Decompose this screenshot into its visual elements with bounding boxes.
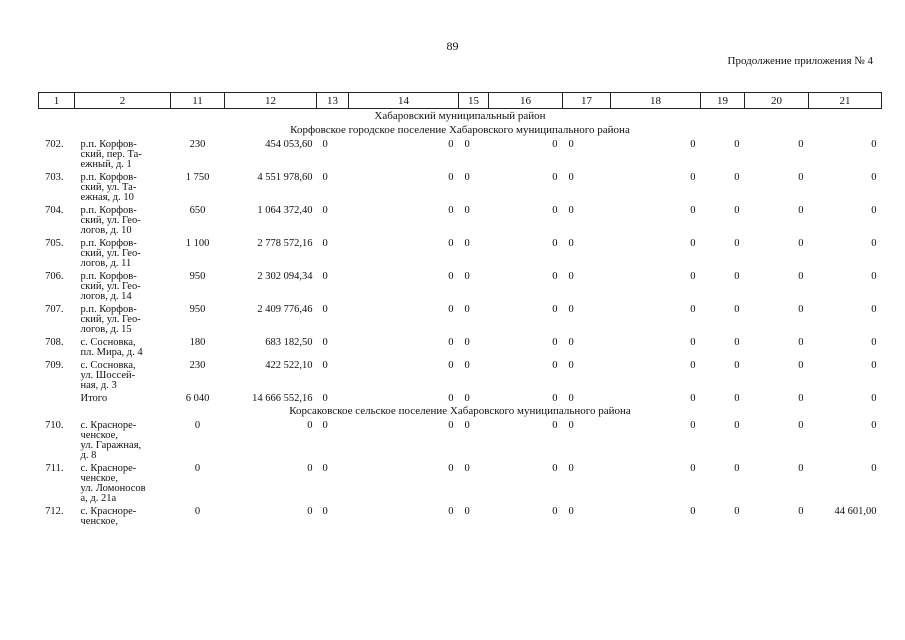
value-cell-c16: 0 xyxy=(552,337,558,348)
total-row xyxy=(39,391,882,404)
value-cell-c19: 0 xyxy=(734,506,740,517)
value-cell-c18: 0 xyxy=(690,304,696,315)
row-number: 710. xyxy=(45,420,64,431)
value-cell-c14: 0 xyxy=(448,420,454,431)
value-cell-c17: 0 xyxy=(568,360,574,371)
value-cell-c16: 0 xyxy=(552,393,558,404)
continuation-label: Продолжение приложения № 4 xyxy=(727,55,873,67)
value-cell-c18: 0 xyxy=(690,360,696,371)
value-cell-c13: 0 xyxy=(322,393,328,404)
value-cell-c17: 0 xyxy=(568,271,574,282)
value-cell-c14: 0 xyxy=(448,205,454,216)
value-cell-c11: 1 100 xyxy=(185,238,210,249)
value-cell-c15: 0 xyxy=(464,139,470,150)
value-cell-c12: 0 xyxy=(307,420,313,431)
address-cell: р.п. Корфов- ский, ул. Гео- логов, д. 14 xyxy=(80,271,141,302)
value-cell-c16: 0 xyxy=(552,463,558,474)
header-cell: 17 xyxy=(563,93,611,109)
header-cell: 1 xyxy=(39,93,75,109)
value-cell-c21: 44 601,00 xyxy=(834,506,877,517)
value-cell-c18: 0 xyxy=(690,420,696,431)
address-cell: р.п. Корфов- ский, пер. Та- ежный, д. 1 xyxy=(80,139,142,170)
value-cell-c20: 0 xyxy=(798,304,804,315)
table-row xyxy=(39,335,882,358)
value-cell-c12: 683 182,50 xyxy=(265,337,313,348)
value-cell-c18: 0 xyxy=(690,172,696,183)
value-cell-c12: 0 xyxy=(307,506,313,517)
value-cell-c15: 0 xyxy=(464,205,470,216)
value-cell-c20: 0 xyxy=(798,205,804,216)
section-heading-korsakovskoe: Корсаковское сельское поселение Хабаровского муниципального района xyxy=(289,405,631,417)
value-cell-c20: 0 xyxy=(798,506,804,517)
row-number: 702. xyxy=(45,139,64,150)
value-cell-c16: 0 xyxy=(552,506,558,517)
value-cell-c11: 6 040 xyxy=(185,393,210,404)
address-cell: с. Сосновка, пл. Мира, д. 4 xyxy=(80,337,143,358)
header-cell: 2 xyxy=(75,93,171,109)
value-cell-c11: 0 xyxy=(194,420,201,431)
value-cell-c14: 0 xyxy=(448,304,454,315)
header-cell: 18 xyxy=(611,93,701,109)
value-cell-c11: 230 xyxy=(189,139,206,150)
value-cell-c13: 0 xyxy=(322,271,328,282)
header-cell: 20 xyxy=(745,93,809,109)
value-cell-c20: 0 xyxy=(798,337,804,348)
value-cell-c19: 0 xyxy=(734,463,740,474)
value-cell-c14: 0 xyxy=(448,463,454,474)
row-number: 708. xyxy=(45,337,64,348)
value-cell-c12: 2 778 572,16 xyxy=(257,238,313,249)
value-cell-c15: 0 xyxy=(464,393,470,404)
table-row xyxy=(39,203,882,236)
value-cell-c16: 0 xyxy=(552,238,558,249)
value-cell-c20: 0 xyxy=(798,360,804,371)
value-cell-c17: 0 xyxy=(568,172,574,183)
value-cell-c16: 0 xyxy=(552,271,558,282)
value-cell-c12: 0 xyxy=(307,463,313,474)
value-cell-c16: 0 xyxy=(552,205,558,216)
row-number: 703. xyxy=(45,172,64,183)
value-cell-c21: 0 xyxy=(871,463,877,474)
value-cell-c17: 0 xyxy=(568,139,574,150)
address-cell: р.п. Корфов- ский, ул. Гео- логов, д. 11 xyxy=(80,238,141,269)
value-cell-c16: 0 xyxy=(552,172,558,183)
value-cell-c12: 454 053,60 xyxy=(265,139,313,150)
row-number: 707. xyxy=(45,304,64,315)
value-cell-c21: 0 xyxy=(871,393,877,404)
value-cell-c17: 0 xyxy=(568,205,574,216)
address-cell: с. Красноре- ченское, ул. Гаражная, д. 8 xyxy=(80,420,142,461)
value-cell-c14: 0 xyxy=(448,393,454,404)
value-cell-c13: 0 xyxy=(322,506,328,517)
table-row xyxy=(39,302,882,335)
value-cell-c19: 0 xyxy=(734,304,740,315)
value-cell-c11: 950 xyxy=(189,304,206,315)
value-cell-c17: 0 xyxy=(568,238,574,249)
table-row xyxy=(39,461,882,504)
value-cell-c19: 0 xyxy=(734,205,740,216)
address-cell: с. Сосновка, ул. Шоссей- ная, д. 3 xyxy=(80,360,136,391)
header-cell: 21 xyxy=(809,93,882,109)
value-cell-c15: 0 xyxy=(464,304,470,315)
page-number: 89 xyxy=(446,39,459,53)
value-cell-c19: 0 xyxy=(734,139,740,150)
header-cell: 12 xyxy=(225,93,317,109)
value-cell-c18: 0 xyxy=(690,393,696,404)
value-cell-c16: 0 xyxy=(552,360,558,371)
value-cell-c16: 0 xyxy=(552,304,558,315)
value-cell-c21: 0 xyxy=(871,271,877,282)
budget-table xyxy=(38,92,882,527)
value-cell-c11: 180 xyxy=(189,337,206,348)
value-cell-c15: 0 xyxy=(464,271,470,282)
value-cell-c12: 2 409 776,46 xyxy=(257,304,313,315)
value-cell-c19: 0 xyxy=(734,172,740,183)
value-cell-c18: 0 xyxy=(690,139,696,150)
value-cell-c17: 0 xyxy=(568,463,574,474)
value-cell-c20: 0 xyxy=(798,463,804,474)
row-number: 704. xyxy=(45,205,64,216)
value-cell-c19: 0 xyxy=(734,420,740,431)
value-cell-c18: 0 xyxy=(690,463,696,474)
value-cell-c17: 0 xyxy=(568,506,574,517)
table-row xyxy=(39,504,882,527)
table-row xyxy=(39,137,882,170)
value-cell-c18: 0 xyxy=(690,337,696,348)
value-cell-c13: 0 xyxy=(322,337,328,348)
value-cell-c13: 0 xyxy=(322,238,328,249)
address-cell: р.п. Корфов- ский, ул. Та- ежная, д. 10 xyxy=(80,172,137,203)
header-cell: 13 xyxy=(317,93,349,109)
value-cell-c21: 0 xyxy=(871,238,877,249)
header-cell: 19 xyxy=(701,93,745,109)
value-cell-c21: 0 xyxy=(871,205,877,216)
table-row xyxy=(39,358,882,391)
table-row xyxy=(39,236,882,269)
value-cell-c20: 0 xyxy=(798,139,804,150)
value-cell-c21: 0 xyxy=(871,360,877,371)
value-cell-c21: 0 xyxy=(871,420,877,431)
value-cell-c14: 0 xyxy=(448,238,454,249)
value-cell-c14: 0 xyxy=(448,139,454,150)
value-cell-c13: 0 xyxy=(322,172,328,183)
value-cell-c15: 0 xyxy=(464,360,470,371)
value-cell-c14: 0 xyxy=(448,337,454,348)
value-cell-c20: 0 xyxy=(798,420,804,431)
table-row xyxy=(39,170,882,203)
value-cell-c18: 0 xyxy=(690,205,696,216)
value-cell-c11: 0 xyxy=(194,463,201,474)
row-number: 712. xyxy=(45,506,64,517)
value-cell-c15: 0 xyxy=(464,463,470,474)
row-number xyxy=(39,391,75,404)
address-cell: с. Красноре- ченское, xyxy=(80,506,137,527)
value-cell-c18: 0 xyxy=(690,271,696,282)
section-heading-district: Хабаровский муниципальный район xyxy=(374,110,546,122)
value-cell-c12: 1 064 372,40 xyxy=(257,205,313,216)
value-cell-c12: 2 302 094,34 xyxy=(257,271,313,282)
value-cell-c15: 0 xyxy=(464,172,470,183)
header-row xyxy=(39,93,882,109)
value-cell-c21: 0 xyxy=(871,172,877,183)
value-cell-c21: 0 xyxy=(871,304,877,315)
table-row xyxy=(39,418,882,461)
value-cell-c14: 0 xyxy=(448,506,454,517)
value-cell-c14: 0 xyxy=(448,172,454,183)
header-cell: 11 xyxy=(171,93,225,109)
value-cell-c16: 0 xyxy=(552,139,558,150)
value-cell-c15: 0 xyxy=(464,506,470,517)
value-cell-c13: 0 xyxy=(322,360,328,371)
value-cell-c19: 0 xyxy=(734,393,740,404)
value-cell-c20: 0 xyxy=(798,238,804,249)
value-cell-c14: 0 xyxy=(448,271,454,282)
value-cell-c17: 0 xyxy=(568,337,574,348)
header-cell: 16 xyxy=(489,93,563,109)
value-cell-c18: 0 xyxy=(690,238,696,249)
header-cell: 15 xyxy=(459,93,489,109)
value-cell-c18: 0 xyxy=(690,506,696,517)
value-cell-c20: 0 xyxy=(798,393,804,404)
row-number: 709. xyxy=(45,360,64,371)
value-cell-c21: 0 xyxy=(871,139,877,150)
value-cell-c12: 14 666 552,16 xyxy=(252,393,313,404)
value-cell-c11: 650 xyxy=(189,205,206,216)
value-cell-c12: 4 551 978,60 xyxy=(257,172,313,183)
row-number: 711. xyxy=(45,463,64,474)
table-row xyxy=(39,269,882,302)
value-cell-c13: 0 xyxy=(322,205,328,216)
value-cell-c11: 0 xyxy=(194,506,201,517)
value-cell-c19: 0 xyxy=(734,238,740,249)
header-cell: 14 xyxy=(349,93,459,109)
value-cell-c16: 0 xyxy=(552,420,558,431)
value-cell-c11: 950 xyxy=(189,271,206,282)
row-number: 705. xyxy=(45,238,64,249)
value-cell-c20: 0 xyxy=(798,172,804,183)
value-cell-c19: 0 xyxy=(734,360,740,371)
value-cell-c13: 0 xyxy=(322,463,328,474)
value-cell-c11: 230 xyxy=(189,360,206,371)
value-cell-c19: 0 xyxy=(734,337,740,348)
address-cell: р.п. Корфов- ский, ул. Гео- логов, д. 10 xyxy=(80,205,141,236)
value-cell-c11: 1 750 xyxy=(185,172,210,183)
address-cell: с. Красноре- ченское, ул. Ломоносов а, д. 21а xyxy=(80,463,146,504)
value-cell-c17: 0 xyxy=(568,420,574,431)
value-cell-c21: 0 xyxy=(871,337,877,348)
value-cell-c15: 0 xyxy=(464,238,470,249)
value-cell-c19: 0 xyxy=(734,271,740,282)
section-heading-korfovskoe: Корфовское городское поселение Хабаровского муниципального района xyxy=(290,124,630,136)
value-cell-c13: 0 xyxy=(322,420,328,431)
value-cell-c17: 0 xyxy=(568,393,574,404)
value-cell-c20: 0 xyxy=(798,271,804,282)
value-cell-c15: 0 xyxy=(464,337,470,348)
value-cell-c15: 0 xyxy=(464,420,470,431)
total-label: Итого xyxy=(80,393,108,404)
value-cell-c13: 0 xyxy=(322,139,328,150)
value-cell-c12: 422 522,10 xyxy=(265,360,313,371)
row-number: 706. xyxy=(45,271,64,282)
address-cell: р.п. Корфов- ский, ул. Гео- логов, д. 15 xyxy=(80,304,141,335)
value-cell-c17: 0 xyxy=(568,304,574,315)
value-cell-c13: 0 xyxy=(322,304,328,315)
value-cell-c14: 0 xyxy=(448,360,454,371)
